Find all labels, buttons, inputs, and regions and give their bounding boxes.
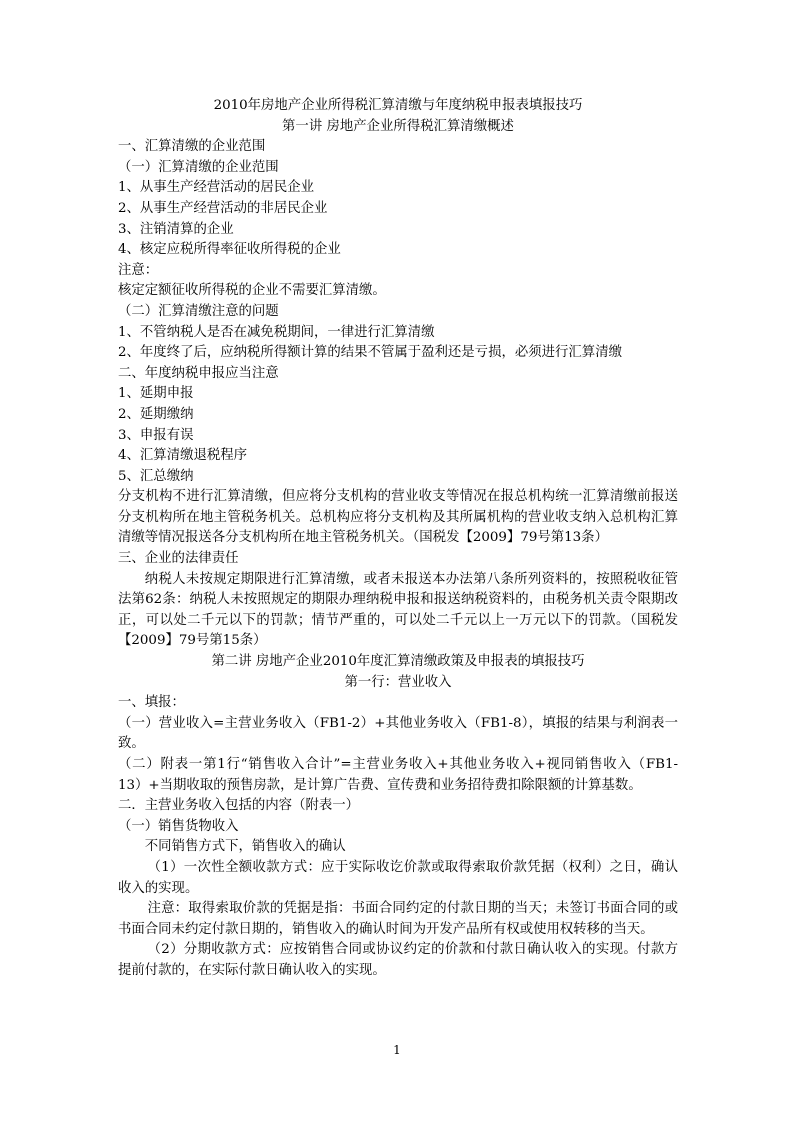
document-title: 2010年房地产企业所得税汇算清缴与年度纳税申报表填报技巧 — [213, 98, 583, 113]
section-heading: 一、汇算清缴的企业范围 — [118, 139, 266, 155]
paragraph-legal-liability: 纳税人未按规定期限进行汇算清缴，或者未报送本办法第八条所列资料的，按照税收征管法第62条：纳税人未按照规定的期限办理纳税申报和报送纳税资料的，由税务机关责令限期改正，可以处二千元以下的罚款；情节严重的，可以处二千元以上一万元以下的罚款。（国税发【2009】79号第15条） — [118, 571, 678, 649]
subsection-heading: （一）销售货物收入 — [118, 818, 239, 834]
subsection-heading: （二）汇算清缴注意的问题 — [118, 303, 279, 319]
paragraph-fill-1: （一）营业收入=主营业务收入（FB1-2）+其他业务收入（FB1-8），填报的结果与利润表一致。 — [118, 715, 678, 752]
section-heading: 一、填报： — [118, 695, 185, 711]
paragraph-intro: 不同销售方式下，销售收入的确认 — [144, 839, 346, 855]
paragraph-branch-offices: 分支机构不进行汇算清缴，但应将分支机构的营业收支等情况在报总机构统一汇算清缴前报送分支机构所在地主管税务机关。总机构应将分支机构及其所属机构的营业收支纳入总机构汇算清缴等情况报送各分支机构所在地主管税务机关。（国税发【2009】79号第13条） — [118, 489, 678, 546]
list-item: 4、汇算清缴退税程序 — [118, 448, 248, 464]
list-item: 1、不管纳税人是否在减免税期间，一律进行汇算清缴 — [118, 324, 435, 340]
list-item: 2、从事生产经营活动的非居民企业 — [118, 200, 328, 216]
list-item: 1、从事生产经营活动的居民企业 — [118, 180, 314, 196]
list-item: 5、汇总缴纳 — [118, 468, 194, 484]
paragraph-fill-2: （二）附表一第1行“销售收入合计”=主营业务收入+其他业务收入+视同销售收入（FB1-13）+当期收取的预售房款，是计算广告费、宣传费和业务招待费扣除限额的计算基数。 — [118, 757, 678, 793]
section-heading: 二、年度纳税申报应当注意 — [118, 365, 279, 381]
list-item: 3、申报有误 — [118, 427, 194, 443]
list-item: 3、注销清算的企业 — [118, 221, 234, 237]
paragraph-lump-sum: （1）一次性全额收款方式：应于实际收讫价款或取得索取价款凭据（权利）之日，确认收入的实现。 — [118, 859, 678, 896]
list-item: 2、延期缴纳 — [118, 406, 194, 422]
list-item: 1、延期申报 — [118, 386, 194, 402]
page-number: 1 — [393, 1043, 401, 1057]
document-body — [118, 96, 678, 982]
row-1-title: 第一行：营业收入 — [344, 674, 452, 690]
list-item: 2、年度终了后，应纳税所得额计算的结果不管属于盈利还是亏损，必须进行汇算清缴 — [118, 345, 622, 361]
paragraph-note: 注意：取得索取价款的凭据是指：书面合同约定的付款日期的当天；未签订书面合同的或书面合同未约定付款日期的，销售收入的确认时间为开发产品所有权或使用权转移的当天。 — [118, 901, 678, 937]
note-label: 注意： — [118, 262, 159, 278]
section-heading: 三、企业的法律责任 — [118, 551, 239, 567]
paragraph-installment: （2）分期收款方式：应按销售合同或协议约定的价款和付款日确认收入的实现。付款方提前付款的，在实际付款日确认收入的实现。 — [118, 942, 678, 978]
lecture-2-title: 第二讲 房地产企业2010年度汇算清缴政策及申报表的填报技巧 — [211, 654, 585, 670]
note-text: 核定定额征收所得税的企业不需要汇算清缴。 — [118, 283, 386, 299]
subsection-heading: （一）汇算清缴的企业范围 — [118, 159, 279, 175]
list-item: 4、核定应税所得率征收所得税的企业 — [118, 242, 341, 258]
section-heading: 二．主营业务收入包括的内容（附表一） — [118, 798, 360, 814]
lecture-1-title: 第一讲 房地产企业所得税汇算清缴概述 — [282, 118, 514, 134]
